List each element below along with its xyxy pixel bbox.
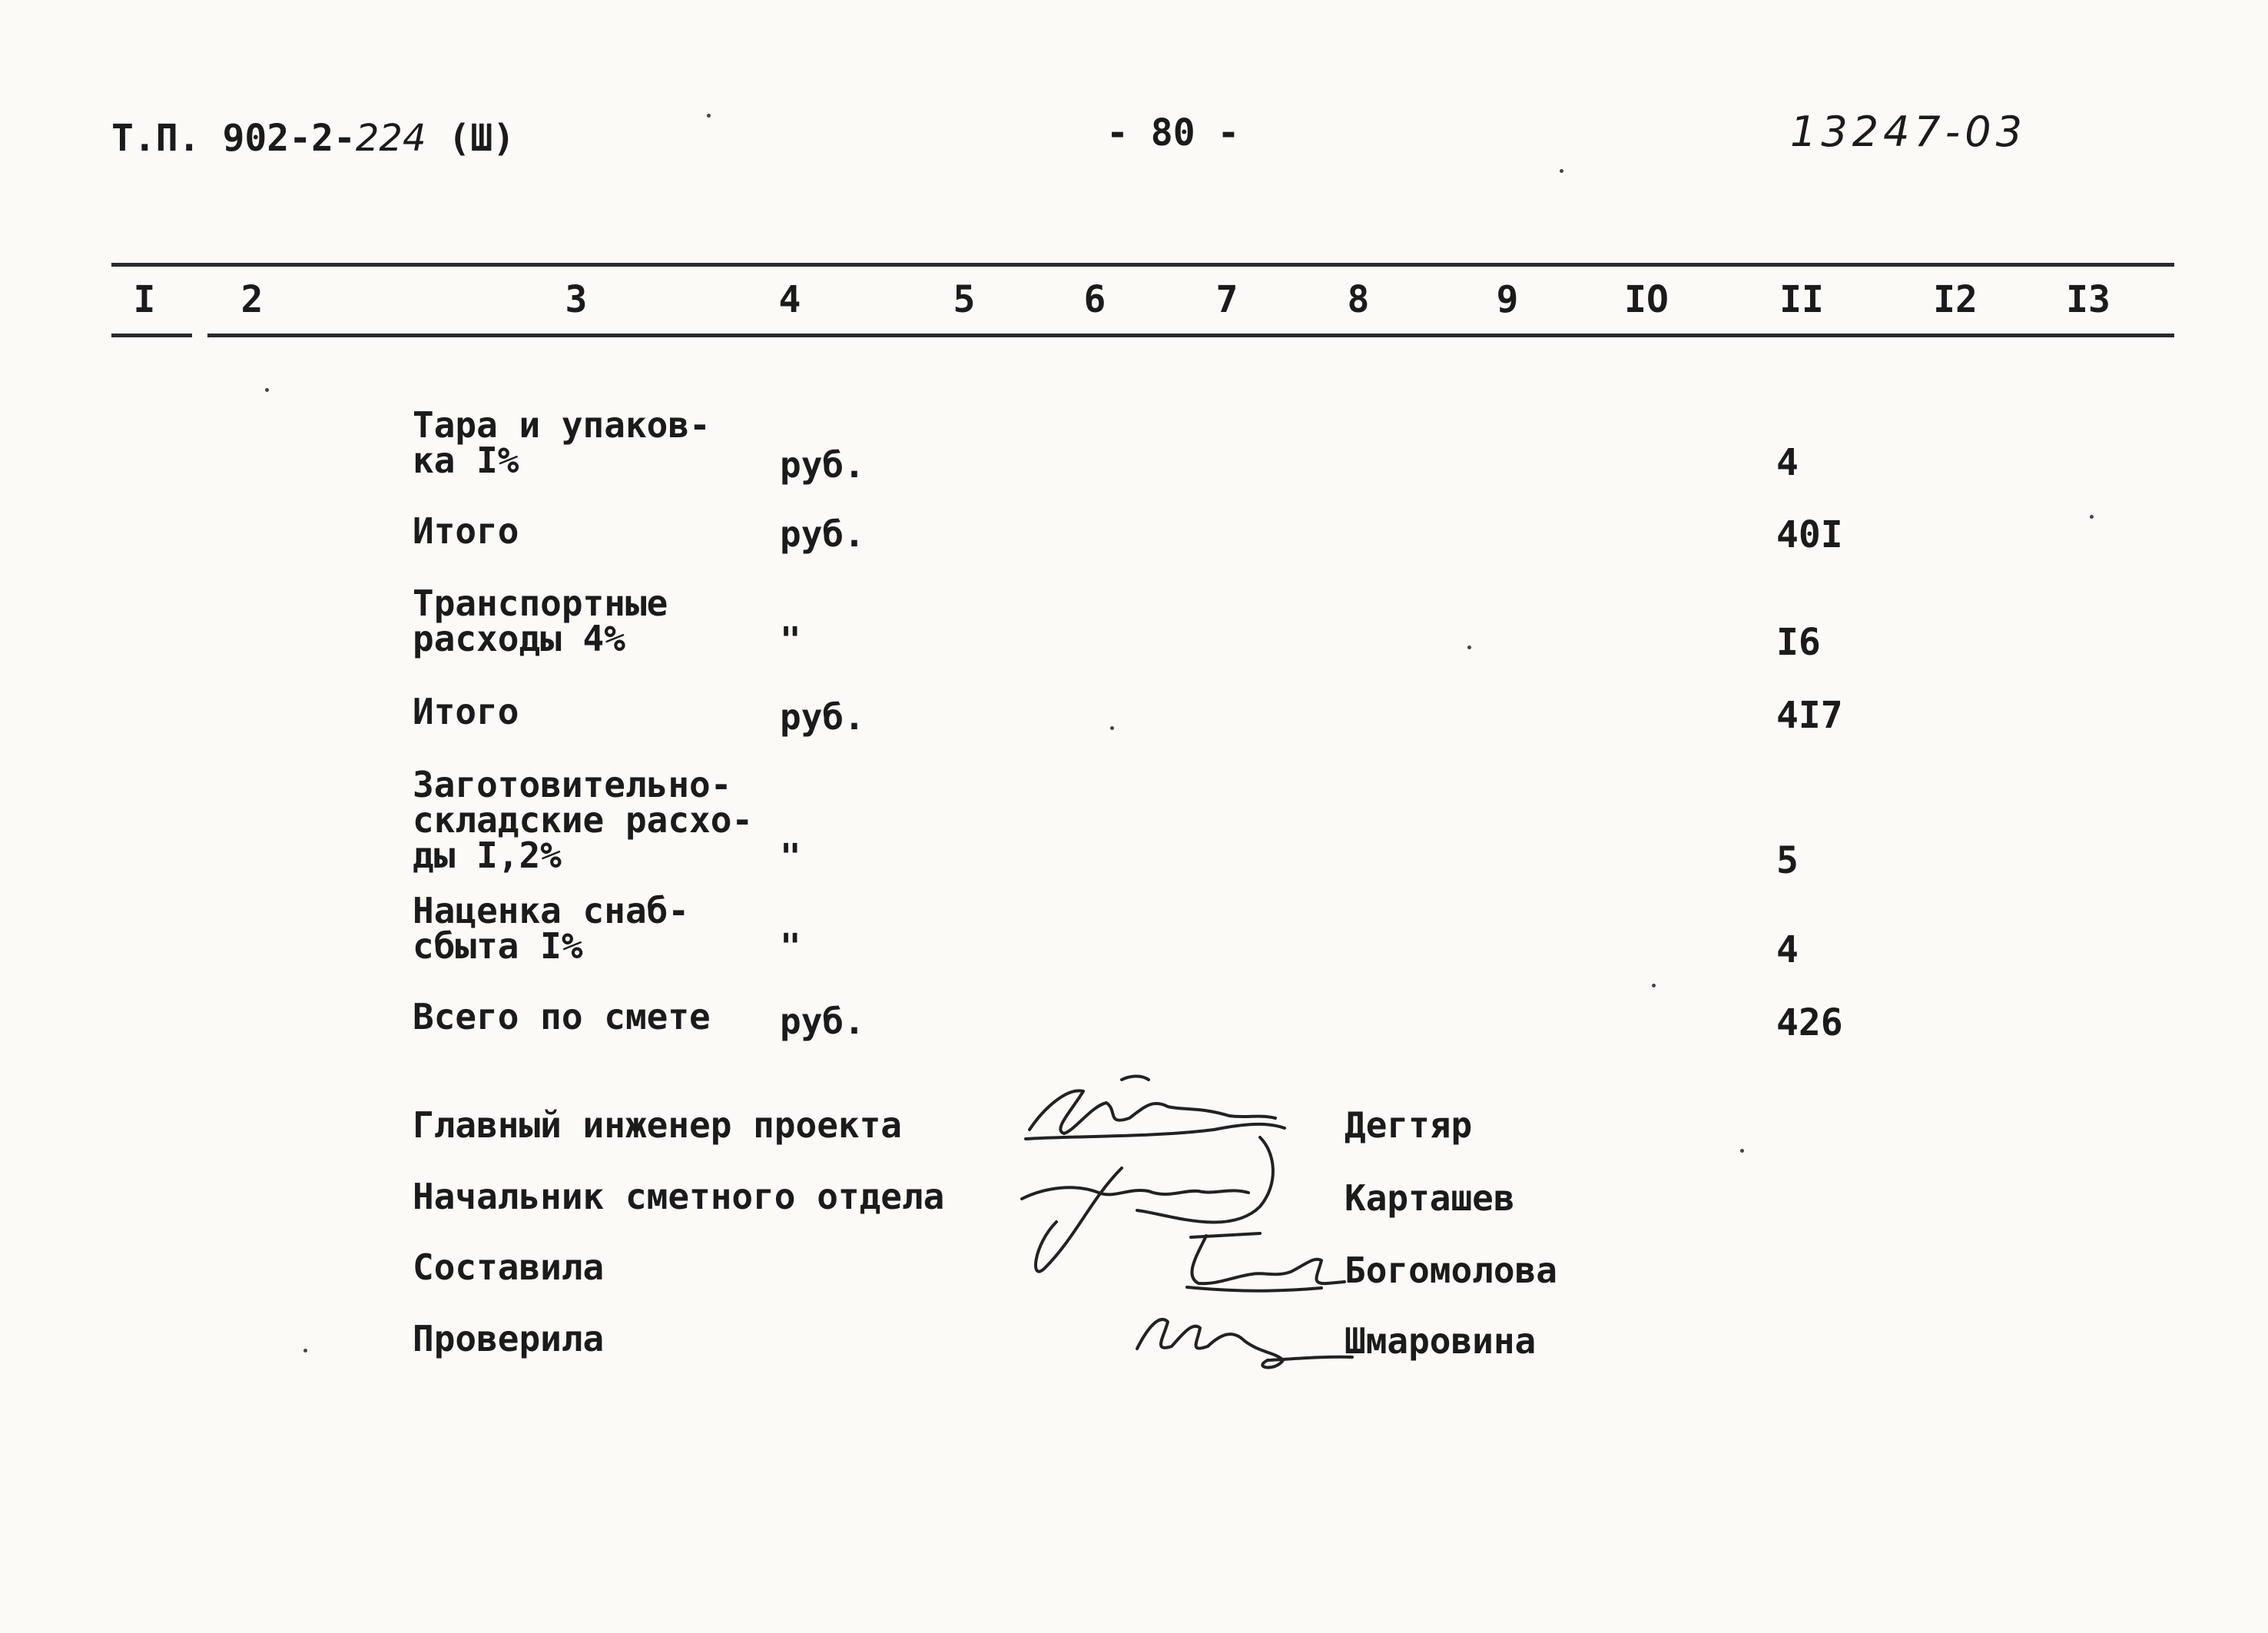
document-code-suffix: (Ш) (426, 117, 516, 160)
row-description-line: Итого (413, 510, 519, 552)
column-number: 7 (1215, 278, 1238, 321)
row-value: 426 (1776, 1001, 1843, 1044)
column-number: 2 (240, 278, 264, 321)
signature-stroke-checker (1137, 1319, 1283, 1368)
column-number: 4 (778, 278, 801, 321)
row-value: 4 (1776, 441, 1799, 484)
row-value: 4I7 (1776, 694, 1843, 737)
row-value: 5 (1776, 839, 1799, 882)
signature-title: Проверила (413, 1318, 605, 1359)
signature-stroke-head-estimator (1022, 1187, 1248, 1199)
row-description-line: Итого (413, 691, 519, 732)
column-number: I2 (1933, 278, 1978, 321)
row-unit: " (780, 619, 801, 661)
scan-speck (1110, 726, 1114, 730)
row-description-line: ка I% (413, 440, 519, 481)
row-description-line: Заготовительно- (413, 764, 732, 805)
signature-name: Шмаровина (1345, 1320, 1537, 1362)
column-number: I (133, 278, 156, 321)
document-code-handwritten: 224 (355, 117, 426, 160)
column-number: 3 (565, 278, 588, 321)
column-number: 8 (1347, 278, 1370, 321)
row-unit: руб. (780, 444, 865, 486)
column-number: IO (1624, 278, 1669, 321)
signature-title: Начальник сметного отдела (413, 1176, 945, 1217)
column-number: II (1779, 278, 1824, 321)
row-description-line: ды I,2% (413, 835, 562, 876)
row-description-line: сбыта I% (413, 925, 583, 967)
scan-speck (707, 114, 711, 118)
scan-speck (303, 1349, 307, 1353)
column-number: 5 (953, 278, 976, 321)
signature-stroke-compiler (1191, 1233, 1345, 1283)
signature-name: Богомолова (1345, 1250, 1557, 1291)
row-unit: " (780, 926, 801, 968)
page-number: - 80 - (1106, 111, 1240, 154)
column-number: 9 (1496, 278, 1519, 321)
inventory-number: 13247-03 (1790, 108, 2027, 156)
row-unit: руб. (780, 513, 865, 555)
row-description-line: складские расхо- (413, 799, 754, 841)
row-value: I6 (1776, 621, 1821, 664)
scan-speck (1652, 984, 1656, 987)
row-value: 4 (1776, 928, 1799, 971)
row-description-line: расходы 4% (413, 618, 625, 659)
signature-name: Карташев (1345, 1177, 1515, 1219)
row-value: 40I (1776, 513, 1843, 556)
signature-name: Дегтяр (1345, 1104, 1473, 1146)
signature-title: Главный инженер проекта (413, 1104, 902, 1146)
column-number: I3 (2066, 278, 2110, 321)
row-unit: " (780, 836, 801, 878)
row-unit: руб. (780, 696, 865, 738)
column-number: 6 (1083, 278, 1106, 321)
row-description-line: Тара и упаков- (413, 404, 711, 446)
scan-speck (1467, 646, 1471, 649)
row-description-line: Всего по смете (413, 996, 711, 1037)
row-unit: руб. (780, 1001, 865, 1042)
scan-speck (2090, 515, 2094, 519)
signature-title: Составила (413, 1246, 605, 1288)
scan-speck (1740, 1149, 1744, 1153)
row-description-line: Транспортные (413, 583, 668, 624)
scan-speck (1560, 169, 1563, 173)
document-code-prefix: Т.П. 902-2- (111, 117, 356, 160)
row-description-line: Наценка снаб- (413, 890, 690, 931)
scan-speck (265, 388, 269, 392)
